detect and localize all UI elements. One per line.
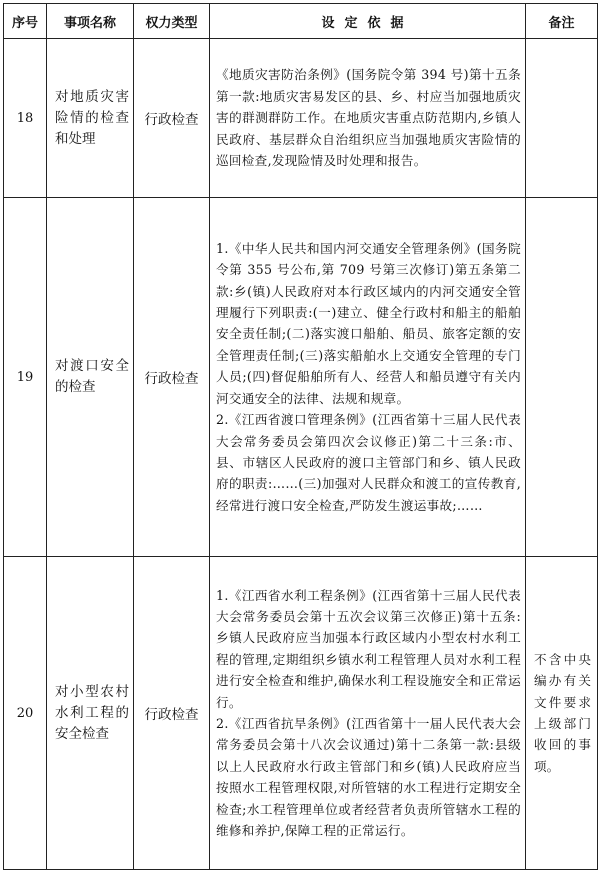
row-basis [210, 198, 526, 557]
row-power-type: 行政检查 [134, 198, 210, 557]
power-list-table [3, 3, 598, 870]
table-row [4, 557, 598, 870]
row-note [526, 39, 598, 198]
table-row [4, 198, 598, 557]
header-name: 事项名称 [47, 4, 134, 39]
row-item-name: 对小型农村水利工程的安全检查 [47, 557, 134, 870]
basis-paragraph: 2.《江西省渡口管理条例》(江西省第十三届人民代表大会常务委员会第四次会议修正)第二十三条:市、县、市辖区人民政府的渡口主管部门和乡、镇人民政府的职责:……(三)加强对人民群众和渡工的宣传教育,经常进行渡口安全检查,严防发生渡运事故;…… [216, 412, 521, 513]
row-item-name: 对渡口安全的检查 [47, 198, 134, 557]
row-seq: 19 [4, 198, 47, 557]
table-row [4, 39, 598, 198]
row-power-type: 行政检查 [134, 557, 210, 870]
row-seq: 18 [4, 39, 47, 198]
row-power-type: 行政检查 [134, 39, 210, 198]
header-type: 权力类型 [134, 4, 210, 39]
basis-paragraph: 1.《江西省水利工程条例》(江西省第十三届人民代表大会常务委员会第十五次会议第三次修正)第十五条:乡镇人民政府应当加强本行政区域内小型农村水利工程的管理,定期组织乡镇水利工程管理人员对水利工程进行安全检查和维护,确保水利工程设施安全和正常运行。 [216, 587, 521, 710]
table-header-row [4, 4, 598, 39]
basis-paragraph: 2.《江西省抗旱条例》(江西省第十一届人民代表大会常务委员会第十八次会议通过)第十二条第一款:县级以上人民政府水行政主管部门和乡(镇)人民政府应当按照水工程管理权限,对所管辖的水工程进行定期安全检查;水工程管理单位或者经营者负责所管辖水工程的维修和养护,保障工程的正常运行。 [216, 716, 521, 839]
row-seq: 20 [4, 557, 47, 870]
row-item-name: 对地质灾害险情的检查和处理 [47, 39, 134, 198]
row-basis [210, 39, 526, 198]
row-note [526, 198, 598, 557]
basis-paragraph: 《地质灾害防治条例》(国务院令第 394 号)第十五条第一款:地质灾害易发区的县、乡、村应当加强地质灾害的群测群防工作。在地质灾害重点防范期内,乡镇人民政府、基层群众自治组织应当加强地质灾害险情的巡回检查,发现险情及时处理和报告。 [216, 67, 521, 169]
row-basis [210, 557, 526, 870]
header-note: 备注 [526, 4, 598, 39]
header-seq: 序号 [4, 4, 47, 39]
row-note: 不含中央编办有关文件要求上级部门收回的事项。 [526, 557, 598, 870]
basis-paragraph: 1.《中华人民共和国内河交通安全管理条例》(国务院令第 355 号公布,第 709 号第三次修订)第五条第二款:乡(镇)人民政府对本行政区域内的内河交通安全管理履行下列职责:(一)建立、健全行政村和船主的船舶安全责任制;(二)落实渡口船舶、船员、旅客定额的安全管理责任制;(三)落实船舶水上交通安全管理的专门人员;(四)督促船舶所有人、经营人和船员遵守有关内河交通安全的法律、法规和规章。 [216, 240, 521, 406]
header-basis: 设定依据 [210, 4, 526, 39]
